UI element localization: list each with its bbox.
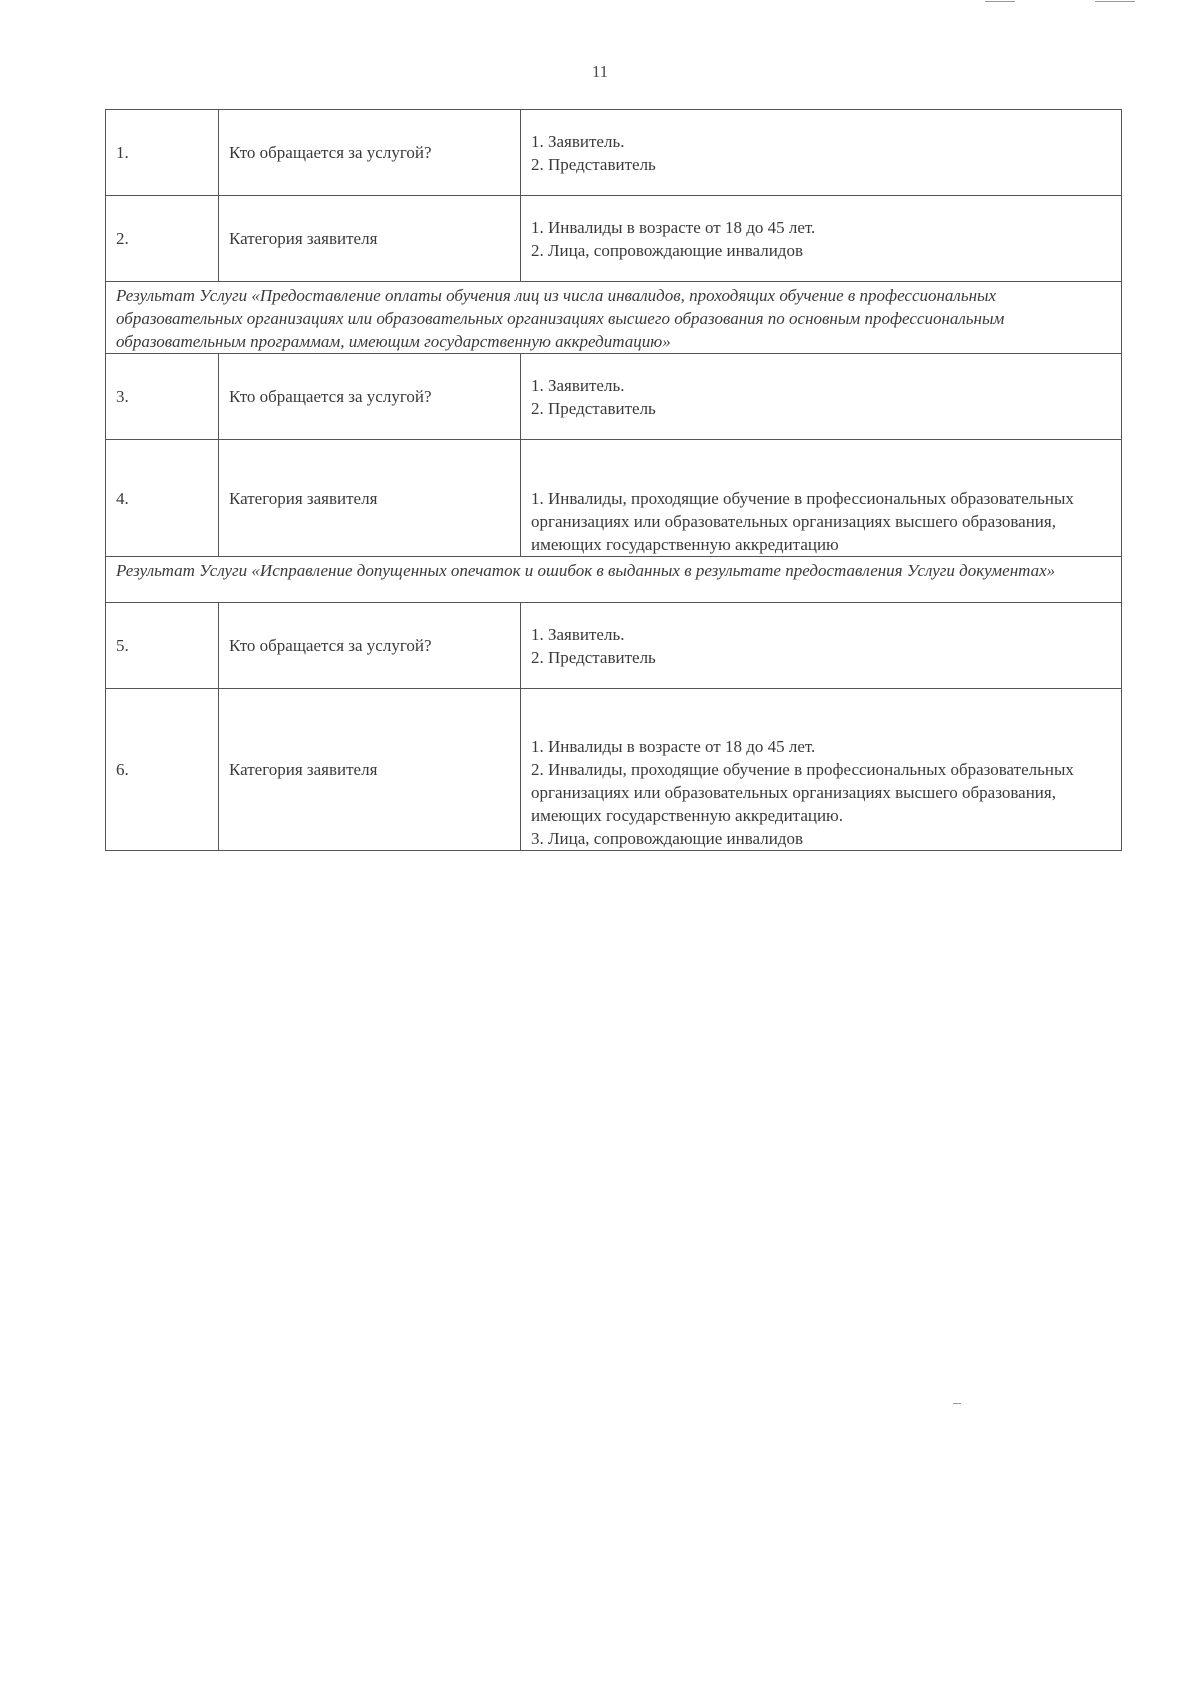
- row-answer: [521, 110, 1122, 196]
- row-question: Категория заявителя: [219, 196, 521, 282]
- answer-line: 3. Лица, сопровождающие инвалидов: [531, 829, 803, 848]
- row-number: 2.: [106, 196, 219, 282]
- table-row: [106, 196, 1122, 282]
- section-title: Результат Услуги «Предоставление оплаты обучения лиц из числа инвалидов, проходящих обучение в профессиональных образовательных организациях или образовательных организациях высшего образования по основным профессиональным образовательным программам, имеющим государственную аккредитацию»: [106, 282, 1122, 354]
- row-answer: [521, 354, 1122, 440]
- table-row: [106, 603, 1122, 689]
- section-header-row: [106, 282, 1122, 354]
- table-row: [106, 110, 1122, 196]
- answer-line: 2. Представитель: [531, 398, 656, 418]
- page-number: 11: [591, 62, 609, 81]
- requirements-table: [105, 109, 1122, 851]
- answer-line: 1. Заявитель.: [531, 375, 625, 395]
- row-question: Кто обращается за услугой?: [219, 354, 521, 440]
- table-row: [106, 354, 1122, 440]
- row-number: 4.: [106, 440, 219, 557]
- row-number: 6.: [106, 689, 219, 851]
- row-question: Кто обращается за услугой?: [219, 110, 521, 196]
- answer-line: 1. Инвалиды, проходящие обучение в профессиональных образовательных организациях или образовательных организациях высшего образования, имеющих государственную аккредитацию: [531, 489, 1074, 554]
- scan-mark-top-right-1: [985, 1, 1015, 2]
- row-answer: [521, 440, 1122, 557]
- answer-line: 2. Лица, сопровождающие инвалидов: [531, 240, 803, 260]
- row-number: 3.: [106, 354, 219, 440]
- row-number: 5.: [106, 603, 219, 689]
- scan-mark-top-right-2: [1095, 1, 1135, 2]
- section-header-row: [106, 557, 1122, 603]
- row-question: Кто обращается за услугой?: [219, 603, 521, 689]
- answer-line: 2. Инвалиды, проходящие обучение в профессиональных образовательных организациях или образовательных организациях высшего образования, имеющих государственную аккредитацию.: [531, 760, 1074, 825]
- row-answer: [521, 689, 1122, 851]
- table-row: [106, 440, 1122, 557]
- answer-line: 1. Заявитель.: [531, 131, 625, 151]
- row-number: 1.: [106, 110, 219, 196]
- table-row: [106, 689, 1122, 851]
- section-title: Результат Услуги «Исправление допущенных опечаток и ошибок в выданных в результате предоставления Услуги документах»: [106, 557, 1122, 603]
- answer-line: 2. Представитель: [531, 647, 656, 667]
- answer-line: 2. Представитель: [531, 154, 656, 174]
- answer-line: 1. Инвалиды в возрасте от 18 до 45 лет.: [531, 217, 816, 237]
- scan-mark-bottom: [953, 1403, 961, 1404]
- row-question: Категория заявителя: [219, 440, 521, 557]
- row-question: Категория заявителя: [219, 689, 521, 851]
- row-answer: [521, 196, 1122, 282]
- answer-line: 1. Заявитель.: [531, 624, 625, 644]
- answer-line: 1. Инвалиды в возрасте от 18 до 45 лет.: [531, 737, 816, 756]
- row-answer: [521, 603, 1122, 689]
